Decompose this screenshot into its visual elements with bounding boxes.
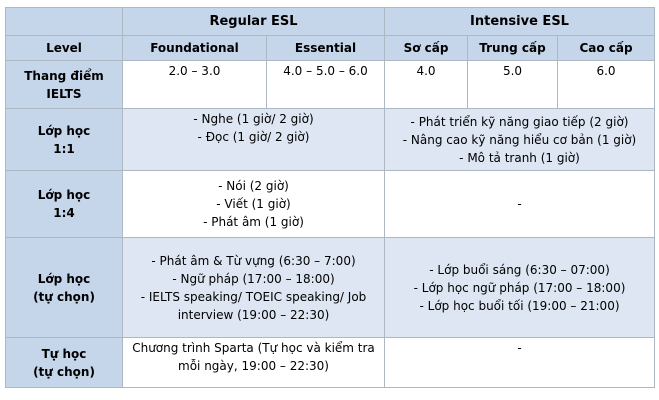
ielts-label-line-2: IELTS [46, 86, 82, 101]
list-item: - Lớp buổi sáng (6:30 – 07:00) [429, 262, 610, 277]
trung-cap-header: Trung cấp [468, 36, 558, 61]
ielts-so-cap: 4.0 [385, 61, 468, 109]
level-label: Level [6, 36, 123, 61]
elective-regular [123, 238, 385, 338]
elective-row [6, 238, 655, 338]
elective-label-line-2: (tự chọn) [33, 289, 95, 304]
elective-label-line-1: Lớp học [37, 271, 91, 286]
class-1-1-label-line-1: Lớp học [37, 123, 91, 138]
class-1-1-label-line-2: 1:1 [53, 141, 75, 156]
program-header-row [6, 8, 655, 36]
self-study-label-line-1: Tự học [41, 346, 87, 361]
so-cap-header: Sơ cấp [385, 36, 468, 61]
esl-program-table [5, 7, 655, 388]
self-study-row [6, 338, 655, 388]
class-1-1-intensive [385, 109, 655, 171]
elective-intensive [385, 238, 655, 338]
level-header-row [6, 36, 655, 61]
self-study-label-line-2: (tự chọn) [33, 364, 95, 379]
list-item: - Đọc (1 giờ/ 2 giờ) [197, 130, 310, 144]
list-item: - Mô tả tranh (1 giờ) [459, 150, 580, 165]
list-item: - Viết (1 giờ) [216, 197, 291, 211]
list-item: - Nói (2 giờ) [218, 179, 289, 193]
self-study-regular: Chương trình Sparta (Tự học và kiểm tra mỗi ngày, 19:00 – 22:30) [123, 338, 385, 388]
ielts-row [6, 61, 655, 109]
class-1-4-row [6, 171, 655, 238]
class-1-1-label [6, 109, 123, 171]
foundational-header: Foundational [123, 36, 267, 61]
class-1-4-regular [123, 171, 385, 238]
self-study-label [6, 338, 123, 388]
list-item: - Nghe (1 giờ/ 2 giờ) [193, 112, 314, 126]
class-1-1-row [6, 109, 655, 171]
list-item: - Ngữ pháp (17:00 – 18:00) [172, 271, 335, 286]
regular-esl-header: Regular ESL [123, 8, 385, 36]
list-item: - IELTS speaking/ TOEIC speaking/ Job interview (19:00 – 22:30) [140, 289, 367, 322]
self-study-intensive: - [385, 338, 655, 388]
list-item: - Lớp học ngữ pháp (17:00 – 18:00) [413, 280, 626, 295]
list-item: - Nâng cao kỹ năng hiểu cơ bản (1 giờ) [402, 132, 637, 147]
ielts-foundational: 2.0 – 3.0 [123, 61, 267, 109]
ielts-cao-cap: 6.0 [558, 61, 655, 109]
essential-header: Essential [267, 36, 385, 61]
intensive-esl-header: Intensive ESL [385, 8, 655, 36]
cao-cap-header: Cao cấp [558, 36, 655, 61]
ielts-row-label [6, 61, 123, 109]
class-1-4-label-line-1: Lớp học [37, 188, 91, 202]
list-item: - Phát triển kỹ năng giao tiếp (2 giờ) [410, 114, 629, 129]
corner-cell [6, 8, 123, 36]
class-1-1-regular [123, 109, 385, 171]
class-1-4-label-line-2: 1:4 [53, 206, 75, 220]
elective-label [6, 238, 123, 338]
list-item: - Lớp học buổi tối (19:00 – 21:00) [419, 298, 620, 313]
ielts-essential: 4.0 – 5.0 – 6.0 [267, 61, 385, 109]
class-1-4-label [6, 171, 123, 238]
ielts-trung-cap: 5.0 [468, 61, 558, 109]
list-item: - Phát âm & Từ vựng (6:30 – 7:00) [151, 253, 356, 268]
ielts-label-line-1: Thang điểm [24, 68, 104, 83]
class-1-4-intensive: - [385, 171, 655, 238]
list-item: - Phát âm (1 giờ) [203, 215, 304, 229]
